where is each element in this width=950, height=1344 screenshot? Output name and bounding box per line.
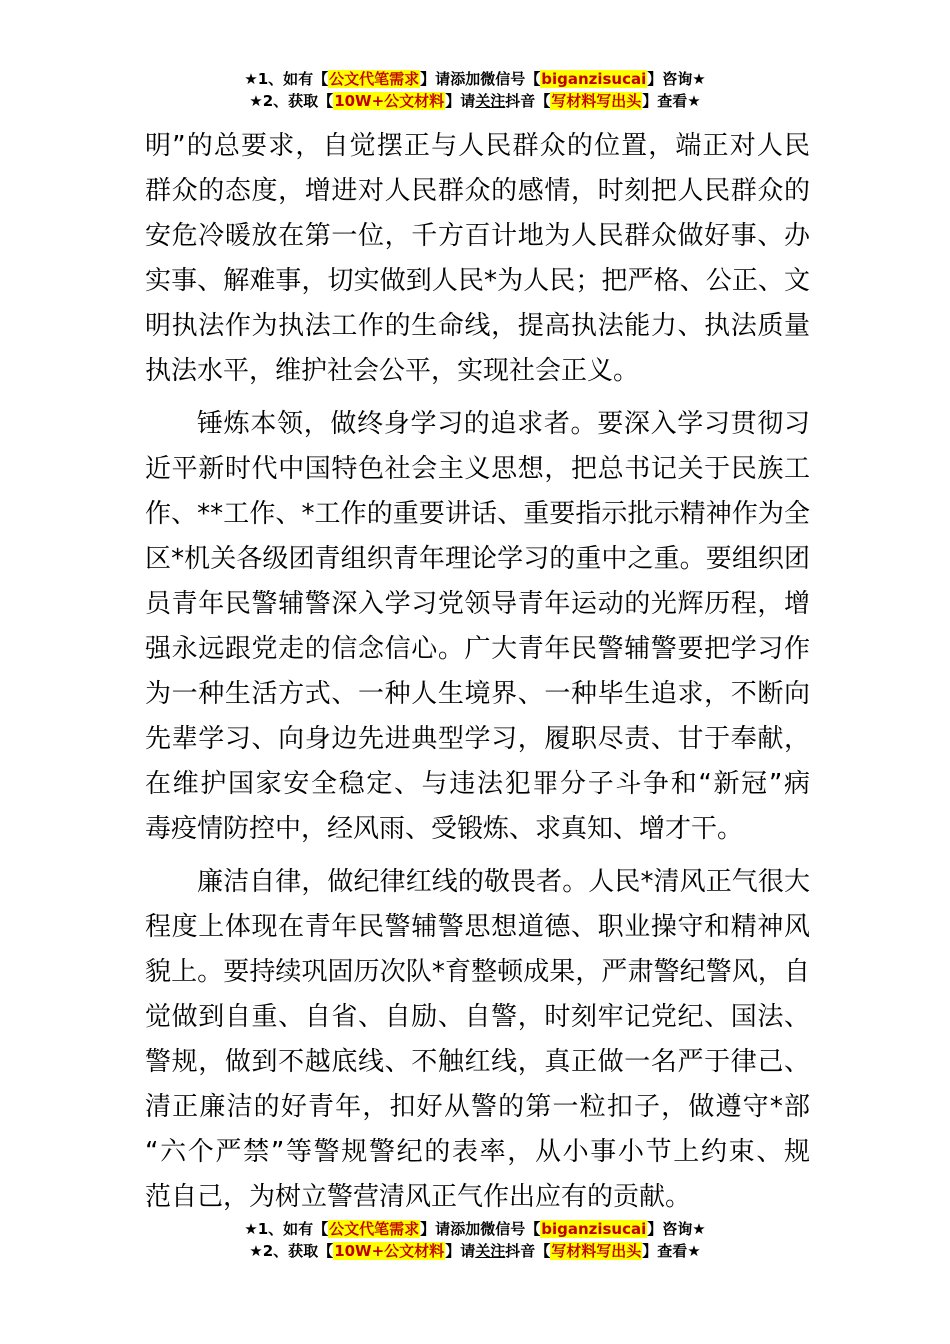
banner-line-2: ★2、获取【10W+公文材料】请关注抖音【写材料写出头】查看★	[249, 1242, 701, 1260]
highlight-douyin-id: 写材料写出头	[551, 92, 642, 110]
top-banner	[0, 68, 950, 112]
highlight-service: 公文代笔需求	[329, 70, 420, 88]
highlight-douyin-id: 写材料写出头	[551, 1242, 642, 1260]
highlight-wechat-id: biganzisucai	[541, 1220, 647, 1238]
bottom-banner	[0, 1218, 950, 1262]
banner-line-1: ★1、如有【公文代笔需求】请添加微信号【biganzisucai】咨询★	[244, 70, 706, 88]
highlight-materials: 10W+公文材料	[334, 1242, 445, 1260]
highlight-materials: 10W+公文材料	[334, 92, 445, 110]
paragraph-2: 锤炼本领，做终身学习的追求者。要深入学习贯彻习 近平新时代中国特色社会主义思想，把总书记关于民族工 作、**工作、*工作的重要讲话、重要指示批示精神作为全 区*机关各级团青组织青年理论学习的重中之重。要组织团 员青年民警辅警深入学习党领导青年运动的光辉历程，增 强永远跟党走的信念信心。广大青年民警辅警要把学习作 为一种生活方式、一种人生境界、一种毕生追求，不断向 先辈学习、向身边先进典型学习，履职尽责、甘于奉献， 在维护国家安全稳定、与违法犯罪分子斗争和“新冠”病 毒疫情防控中，经风雨、受锻炼、求真知、增才干。	[145, 409, 810, 844]
banner-line-2: ★2、获取【10W+公文材料】请关注抖音【写材料写出头】查看★	[249, 92, 701, 110]
paragraph-3: 廉洁自律，做纪律红线的敬畏者。人民*清风正气很大 程度上体现在青年民警辅警思想道德、职业操守和精神风 貌上。要持续巩固历次队*育整顿成果，严肃警纪警风，自 觉做到自重、自省、自励、自警，时刻牢记党纪、国法、 警规，做到不越底线、不触红线，真正做一名严于律己、 清正廉洁的好青年，扣好从警的第一粒扣子，做遵守*部 “六个严禁”等警规警纪的表率，从小事小节上约束、规 范自己，为树立警营清风正气作出应有的贡献。	[145, 867, 810, 1212]
document-body	[145, 124, 810, 1220]
paragraph-1: 明”的总要求，自觉摆正与人民群众的位置，端正对人民 群众的态度，增进对人民群众的感情，时刻把人民群众的 安危冷暖放在第一位，千方百计地为人民群众做好事、办 实事、解难事，切实做到人民*为人民；把严格、公正、文 明执法作为执法工作的生命线，提高执法能力、执法质量 执法水平，维护社会公平，实现社会正义。	[145, 131, 810, 386]
highlight-service: 公文代笔需求	[329, 1220, 420, 1238]
highlight-wechat-id: biganzisucai	[541, 70, 647, 88]
banner-line-1: ★1、如有【公文代笔需求】请添加微信号【biganzisucai】咨询★	[244, 1220, 706, 1238]
